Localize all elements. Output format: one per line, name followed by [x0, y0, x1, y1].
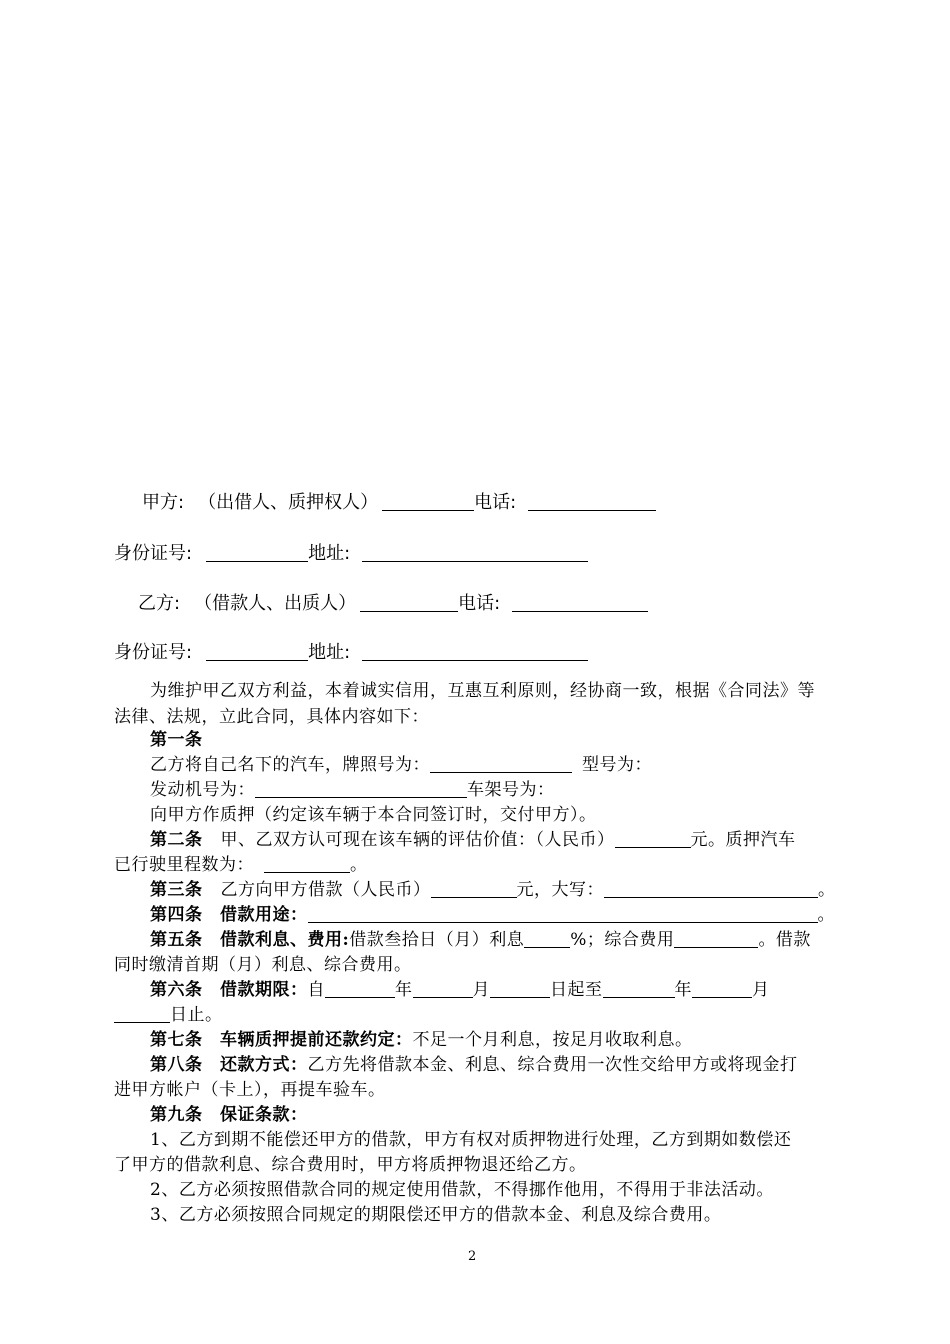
article-text: 年: [674, 980, 692, 1000]
article-title: 第八条 还款方式：: [150, 1055, 308, 1075]
article-text: 年: [395, 980, 413, 1000]
party-a-role: （出借人、质押权人）: [198, 492, 379, 513]
article-text: 。借款: [758, 930, 811, 950]
article-title: 第七条 车辆质押提前还款约定：: [150, 1030, 413, 1050]
party-a-label: 甲方:: [142, 492, 185, 513]
party-b-name-blank[interactable]: [360, 593, 458, 612]
article-5-line-b: [114, 950, 412, 975]
intro-text: 为维护甲乙双方利益，本着诚实信用，互惠互利原则，经协商一致，根据《合同法》等: [150, 681, 815, 701]
fee-blank[interactable]: [674, 929, 758, 948]
article-9-clause-1a: [150, 1125, 791, 1150]
address-label: 地址:: [308, 543, 351, 564]
article-text: 日起至: [550, 980, 603, 1000]
article-text: 月: [472, 980, 490, 1000]
article-text: 车架号为：: [467, 780, 555, 800]
article-2-line-b: [114, 850, 368, 875]
intro-line-1: [150, 676, 815, 701]
party-b-label: 乙方:: [138, 593, 181, 614]
article-text: 2、乙方必须按照借款合同的规定使用借款，不得挪作他用，不得用于非法活动。: [150, 1180, 774, 1200]
article-text: 进甲方帐户（卡上），再提车验车。: [114, 1080, 386, 1100]
article-6-line-a: [150, 975, 770, 1000]
article-1-line-c: [150, 800, 597, 825]
article-text: 借款叁拾日（月）利息: [349, 930, 525, 950]
address-label: 地址:: [308, 642, 351, 663]
article-6-line-b: [114, 1000, 223, 1025]
article-title: 第二条: [150, 830, 203, 850]
article-text: 月: [752, 980, 770, 1000]
loan-purpose-blank[interactable]: [308, 904, 818, 923]
article-text: 已行驶里程数为：: [114, 855, 254, 875]
article-9-clause-1b: [114, 1150, 587, 1175]
article-1-line-a: [150, 750, 652, 775]
page-number: 2: [468, 1249, 477, 1264]
article-8-line-b: [114, 1075, 386, 1100]
article-text: 元。质押汽车: [690, 830, 796, 850]
party-b-id-line: [114, 638, 588, 664]
article-text: 日止。: [170, 1005, 223, 1025]
article-text: 元，大写：: [516, 880, 604, 900]
party-b-phone-label: 电话:: [458, 593, 501, 614]
party-a-id-blank[interactable]: [206, 543, 308, 562]
article-2-line-a: [150, 825, 796, 850]
article-title: 第九条 保证条款：: [150, 1105, 308, 1125]
id-label: 身份证号:: [114, 543, 193, 564]
end-day-blank[interactable]: [114, 1004, 170, 1023]
article-text: 。: [818, 880, 836, 900]
article-text: 自: [307, 980, 325, 1000]
article-7-line: [150, 1025, 693, 1050]
start-month-blank[interactable]: [413, 979, 473, 998]
article-3-line: [150, 875, 836, 900]
interest-rate-blank[interactable]: [524, 929, 570, 948]
party-a-name-blank[interactable]: [382, 492, 474, 511]
article-title: 第四条 借款用途：: [150, 905, 308, 925]
article-4-line: [150, 900, 835, 925]
article-text: 乙方先将借款本金、利息、综合费用一次性交给甲方或将现金打: [307, 1055, 798, 1075]
article-text: 同时缴清首期（月）利息、综合费用。: [114, 955, 412, 975]
intro-line-2: [114, 702, 429, 727]
start-day-blank[interactable]: [490, 979, 550, 998]
loan-amount-blank[interactable]: [431, 879, 517, 898]
party-b-phone-blank[interactable]: [512, 593, 648, 612]
party-b-address-blank[interactable]: [362, 642, 588, 661]
party-a-line: [142, 488, 656, 514]
start-year-blank[interactable]: [325, 979, 395, 998]
article-9-clause-2: [150, 1175, 774, 1200]
end-year-blank[interactable]: [603, 979, 675, 998]
article-text: 发动机号为：: [150, 780, 255, 800]
article-text: 了甲方的借款利息、综合费用时，甲方将质押物退还给乙方。: [114, 1155, 587, 1175]
loan-amount-words-blank[interactable]: [604, 879, 818, 898]
article-text: 1、乙方到期不能偿还甲方的借款，甲方有权对质押物进行处理，乙方到期如数偿还: [150, 1130, 792, 1150]
article-text: 甲、乙双方认可现在该车辆的评估价值：（人民币）: [220, 830, 615, 850]
party-a-phone-blank[interactable]: [528, 492, 656, 511]
article-title: 第三条: [150, 880, 203, 900]
article-title: 第五条 借款利息、费用:: [150, 930, 350, 950]
valuation-blank[interactable]: [615, 829, 691, 848]
article-text: 。: [817, 905, 835, 925]
article-text: %；综合费用: [570, 930, 675, 950]
article-text: 不足一个月利息，按足月收取利息。: [412, 1030, 693, 1050]
article-1-line-b: [150, 775, 555, 800]
party-b-line: [138, 589, 648, 615]
article-5-line-a: [150, 925, 811, 950]
article-text: 。: [350, 855, 368, 875]
party-a-id-line: [114, 539, 588, 565]
article-9-clause-3: [150, 1200, 721, 1225]
article-8-line-a: [150, 1050, 798, 1075]
party-a-phone-label: 电话:: [474, 492, 517, 513]
mileage-blank[interactable]: [264, 854, 350, 873]
party-a-address-blank[interactable]: [362, 543, 588, 562]
article-text: 向甲方作质押（约定该车辆于本合同签订时，交付甲方）。: [150, 805, 597, 825]
intro-text: 法律、法规，立此合同，具体内容如下：: [114, 707, 429, 727]
party-b-role: （借款人、出质人）: [194, 593, 357, 614]
article-title: 第六条 借款期限：: [150, 980, 308, 1000]
article-title: 第一条: [150, 730, 203, 750]
id-label: 身份证号:: [114, 642, 193, 663]
article-text: 型号为：: [582, 755, 652, 775]
engine-number-blank[interactable]: [255, 779, 467, 798]
end-month-blank[interactable]: [692, 979, 752, 998]
plate-number-blank[interactable]: [430, 754, 572, 773]
article-text: 乙方将自己名下的汽车，牌照号为：: [150, 755, 430, 775]
article-text: 3、乙方必须按照合同规定的期限偿还甲方的借款本金、利息及综合费用。: [150, 1205, 722, 1225]
party-b-id-blank[interactable]: [206, 642, 308, 661]
article-text: 乙方向甲方借款（人民币）: [220, 880, 431, 900]
article-9-title: [150, 1100, 308, 1125]
article-1-title: [150, 725, 203, 750]
